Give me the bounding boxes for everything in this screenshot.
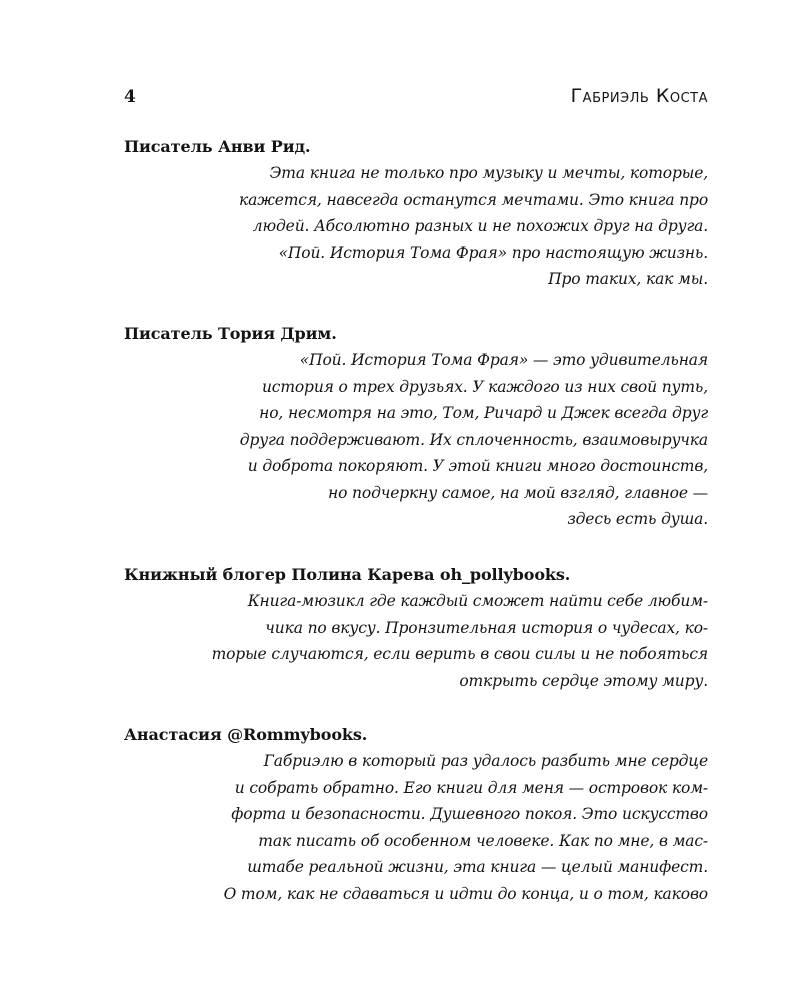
review-line: и доброта покоряют. У этой книги много достоинств, [247,457,708,475]
review-line: штабе реальной жизни, эта книга — целый манифест. [247,858,708,876]
review-author: Писатель Анви Рид. [124,137,311,156]
review-line: история о трех друзьях. У каждого из них свой путь, [261,377,708,396]
review-line: «Пой. История Тома Фрая» — это удивительная [299,351,708,369]
review-line: но, несмотря на это, Том, Ричард и Джек всегда друг [259,404,708,422]
review-line: «Пой. История Тома Фрая» про настоящую жизнь. [278,243,708,262]
review-line: форта и безопасности. Душевного покоя. Это искусство [231,805,708,823]
review-block [124,134,708,293]
review-line: и собрать обратно. Его книги для меня — островок ком- [234,778,708,797]
running-head-author: Габриэль Коста [570,85,708,107]
review-line: Габриэлю в который раз удалось разбить мне сердце [263,752,708,770]
review-block [124,562,708,694]
review-line: О том, как не сдаваться и идти до конца, и о том, каково [223,884,708,903]
review-line: открыть сердце этому миру. [459,671,708,690]
review-block [124,321,708,533]
review-line: так писать об особенном человеке. Как по мне, в мас- [258,831,708,850]
review-text [124,748,708,907]
review-author: Книжный блогер Полина Карева oh_pollybooks. [124,565,571,584]
review-line: Эта книга не только про музыку и мечты, которые, [269,164,708,182]
review-line: кажется, навсегда останутся мечтами. Это книга про [239,190,708,209]
review-line: Книга-мюзикл где каждый сможет найти себе любим- [247,592,708,610]
page-number: 4 [124,87,136,107]
review-block [124,722,708,907]
review-line: Про таких, как мы. [548,270,708,288]
review-text [124,160,708,293]
review-line: людей. Абсолютно разных и не похожих друг на друга. [252,217,708,235]
review-author: Анастасия @Rommybooks. [124,725,368,744]
review-line: торые случаются, если верить в свои силы и не побояться [211,645,708,663]
review-line: здесь есть душа. [567,510,708,528]
review-line: но подчеркну самое, на мой взгляд, главное — [328,483,708,502]
review-line: чика по вкусу. Пронзительная история о чудесах, ко- [265,618,708,637]
review-text [124,588,708,694]
review-text [124,347,708,533]
review-line: друга поддерживают. Их сплоченность, взаимовыручка [239,430,708,449]
review-author: Писатель Тория Дрим. [124,324,337,343]
